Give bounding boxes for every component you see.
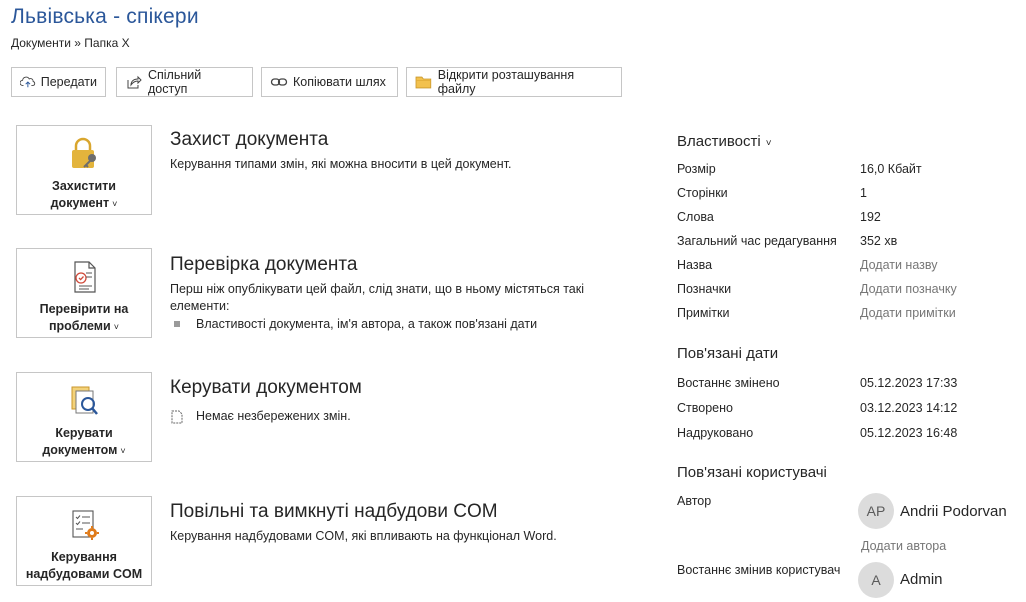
date-label-printed: Надруковано xyxy=(677,426,754,440)
check-for-issues-button[interactable] xyxy=(16,248,152,338)
add-author-link[interactable]: Додати автора xyxy=(861,539,947,553)
property-label-comments: Примітки xyxy=(677,306,730,320)
date-value-modified: 05.12.2023 17:33 xyxy=(860,376,958,390)
date-value-created: 03.12.2023 14:12 xyxy=(860,401,958,415)
share-button[interactable] xyxy=(116,67,253,97)
upload-label: Передати xyxy=(40,75,97,89)
manage-document-label: Керувати документом ˅ xyxy=(42,426,126,457)
manage-section-status: Немає незбережених змін. xyxy=(170,408,351,425)
chevron-down-icon: ˅ xyxy=(765,138,772,149)
property-value-pages: 1 xyxy=(860,186,867,200)
com-section-description: Керування надбудовами COM, які впливають на функціонал Word. xyxy=(170,529,557,543)
inspect-bullet-item: Властивості документа, ім'я автора, а також пов'язані дати xyxy=(174,317,537,331)
cloud-upload-icon xyxy=(20,74,36,90)
date-value-printed: 05.12.2023 16:48 xyxy=(860,426,958,440)
property-label-pages: Сторінки xyxy=(677,186,728,200)
last-modified-by-label: Востаннє змінив користувач xyxy=(677,563,841,577)
add-tag-field[interactable]: Додати позначку xyxy=(860,282,957,296)
related-dates-header: Пов'язані дати xyxy=(677,345,779,362)
share-label: Спільний доступ xyxy=(147,68,202,96)
lock-key-icon xyxy=(65,136,103,172)
link-icon xyxy=(270,74,288,90)
folder-icon xyxy=(415,74,433,90)
protect-section-description: Керування типами змін, які можна вносити в цей документ. xyxy=(170,157,512,171)
manage-document-button[interactable] xyxy=(16,372,152,462)
protect-section-title: Захист документа xyxy=(170,129,329,150)
manage-com-addins-label: Керування надбудовами COM xyxy=(25,550,143,581)
manage-com-addins-button[interactable] xyxy=(16,496,152,586)
protect-document-label: Захистити документ ˅ xyxy=(50,179,118,210)
date-label-created: Створено xyxy=(677,401,733,415)
manage-versions-icon xyxy=(65,383,103,419)
upload-button[interactable] xyxy=(11,67,106,97)
breadcrumb[interactable]: Документи » Папка X xyxy=(11,36,130,50)
property-value-editing-time: 352 хв xyxy=(860,234,898,248)
inspect-section-title: Перевірка документа xyxy=(170,254,358,275)
chevron-down-icon: ˅ xyxy=(112,199,118,209)
open-file-location-button[interactable] xyxy=(406,67,622,97)
open-file-location-label: Відкрити розташування файлу xyxy=(437,68,575,96)
bullet-square-icon xyxy=(174,321,180,327)
document-title: Львівська - спікери xyxy=(11,5,199,28)
chevron-down-icon: ˅ xyxy=(113,322,119,332)
related-people-header: Пов'язані користувачі xyxy=(677,464,827,481)
author-label: Автор xyxy=(677,494,712,508)
inspect-section-description: Перш ніж опублікувати цей файл, слід знати, що в ньому містяться такі елементи: xyxy=(170,282,584,313)
chevron-down-icon: ˅ xyxy=(120,446,126,456)
property-label-tags: Позначки xyxy=(677,282,732,296)
com-section-title: Повільні та вимкнуті надбудови COM xyxy=(170,501,498,522)
protect-document-button[interactable] xyxy=(16,125,152,215)
property-label-editing-time: Загальний час редагування xyxy=(677,234,837,248)
modifier-name[interactable]: Admin xyxy=(900,571,943,588)
property-label-words: Слова xyxy=(677,210,714,224)
property-value-size: 16,0 Кбайт xyxy=(860,162,922,176)
author-name[interactable]: Andrii Podorvan xyxy=(900,503,1007,520)
copy-path-label: Копіювати шлях xyxy=(293,75,386,89)
author-avatar[interactable]: AP xyxy=(858,493,894,529)
modifier-avatar[interactable]: A xyxy=(858,562,894,598)
add-title-field[interactable]: Додати назву xyxy=(860,258,938,272)
manage-section-title: Керувати документом xyxy=(170,377,362,398)
date-label-modified: Востаннє змінено xyxy=(677,376,780,390)
com-addins-icon xyxy=(65,507,103,543)
properties-header[interactable]: Властивості ˅ xyxy=(677,133,772,150)
share-icon xyxy=(125,74,143,90)
add-comments-field[interactable]: Додати примітки xyxy=(860,306,956,320)
property-value-words: 192 xyxy=(860,210,881,224)
property-label-size: Розмір xyxy=(677,162,716,176)
check-for-issues-label: Перевірити на проблеми ˅ xyxy=(39,302,129,333)
unsaved-document-icon xyxy=(170,410,184,424)
copy-path-button[interactable] xyxy=(261,67,398,97)
property-label-title: Назва xyxy=(677,258,713,272)
document-inspect-icon xyxy=(65,259,103,295)
